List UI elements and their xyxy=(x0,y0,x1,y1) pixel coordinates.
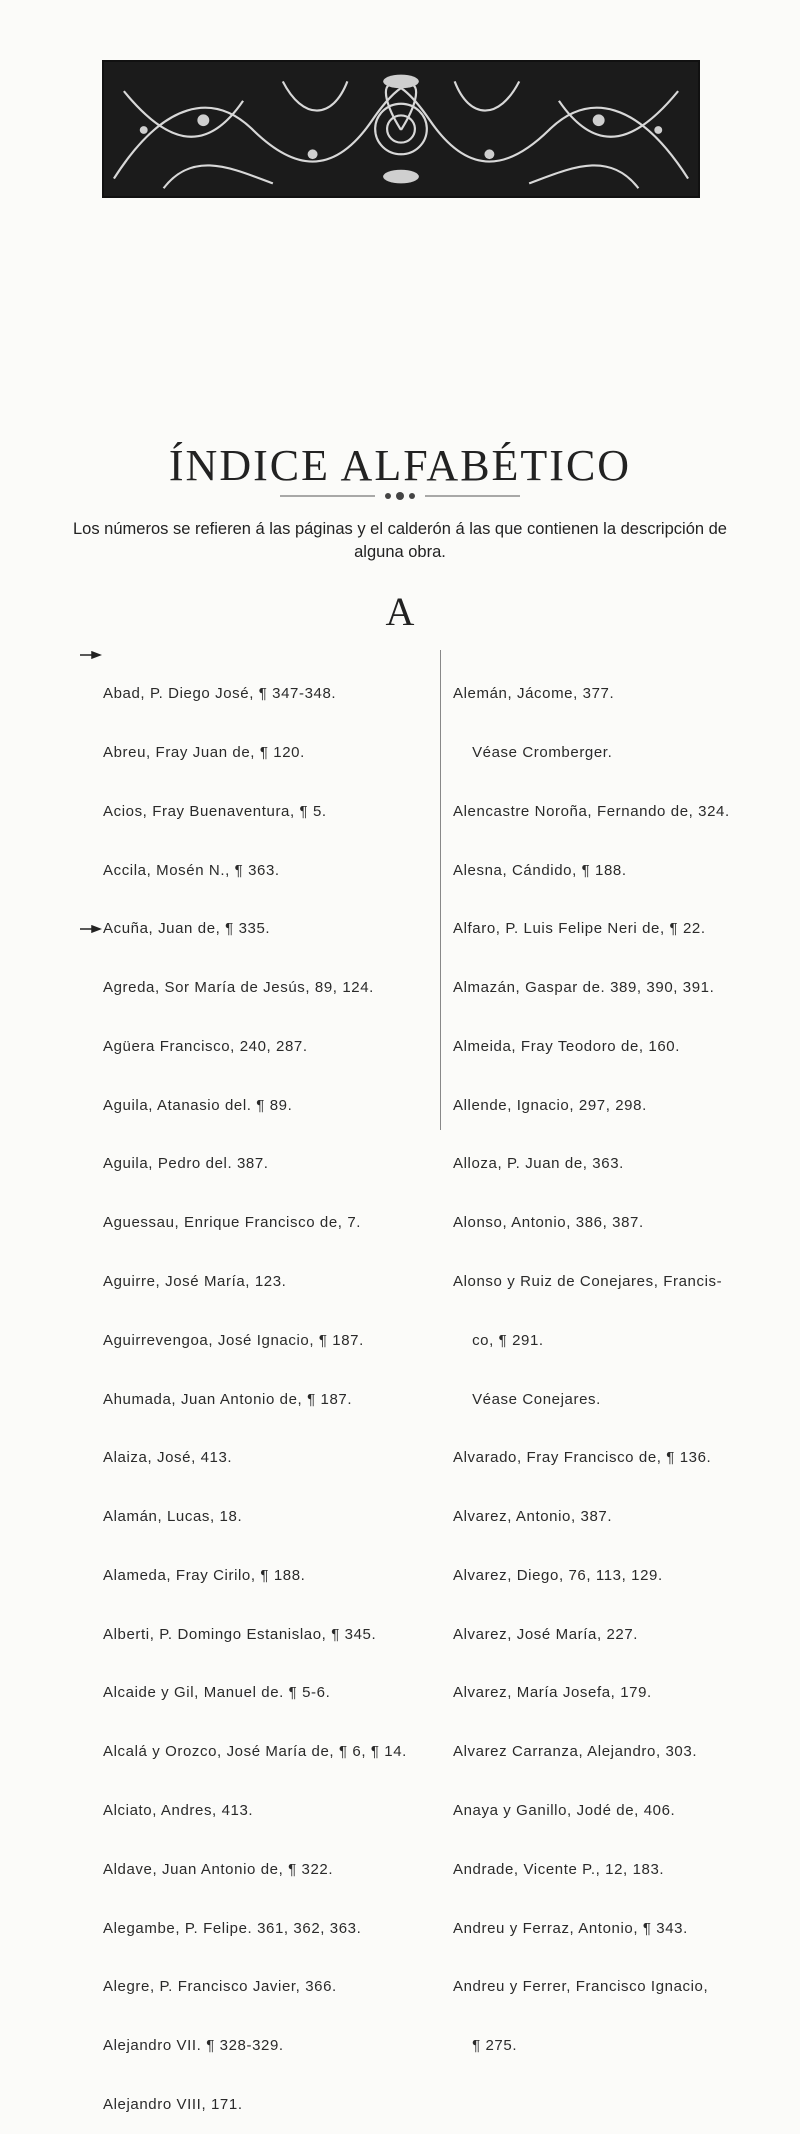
index-entry: Alvarado, Fray Francisco de, ¶ 136. xyxy=(453,1449,712,1467)
index-entry: Aldave, Juan Antonio de, ¶ 322. xyxy=(103,1860,334,1878)
index-entry: Acios, Fray Buenaventura, ¶ 5. xyxy=(103,802,327,820)
index-entry: Alejandro VIII, 171. xyxy=(103,2095,243,2113)
index-entry: Allende, Ignacio, 297, 298. xyxy=(453,1096,647,1114)
index-entry: Alegambe, P. Felipe. 361, 362, 363. xyxy=(103,1919,362,1937)
index-entry: co, ¶ 291. xyxy=(453,1331,544,1349)
column-divider xyxy=(440,650,441,1130)
section-letter: A xyxy=(385,589,415,634)
index-entry: Alencastre Noroña, Fernando de, 324. xyxy=(453,802,730,820)
index-entry: Alegre, P. Francisco Javier, 366. xyxy=(103,1978,337,1996)
index-entry: Aguirrevengoa, José Ignacio, ¶ 187. xyxy=(103,1331,364,1349)
index-entry: Aguessau, Enrique Francisco de, 7. xyxy=(103,1214,362,1232)
index-entry: Alaiza, José, 413. xyxy=(103,1449,233,1467)
index-entry: Véase Cromberger. xyxy=(453,743,613,761)
index-entry: Alberti, P. Domingo Estanislao, ¶ 345. xyxy=(103,1625,377,1643)
index-entry: Aguirre, José María, 123. xyxy=(103,1273,287,1290)
index-entry: Alonso y Ruiz de Conejares, Francis- xyxy=(453,1273,723,1290)
index-entry: Anaya y Ganillo, Jodé de, 406. xyxy=(453,1802,676,1820)
index-entry: Alamán, Lucas, 18. xyxy=(103,1508,243,1526)
index-entry: ¶ 275. xyxy=(453,2037,518,2055)
index-entry: Abreu, Fray Juan de, ¶ 120. xyxy=(103,743,305,761)
index-column-right xyxy=(453,645,788,2075)
index-entry: Alvarez, Diego, 76, 113, 129. xyxy=(453,1566,663,1584)
index-entry: Andrade, Vicente P., 12, 183. xyxy=(453,1860,665,1878)
index-entry: Alciato, Andres, 413. xyxy=(103,1802,254,1820)
index-note: Los números se refieren á las páginas y el calderón á las que contienen la descripción de alguna obra. xyxy=(73,520,727,561)
index-column-left xyxy=(103,645,433,2134)
index-entry: Alvarez Carranza, Alejandro, 303. xyxy=(453,1743,698,1761)
index-entry: Accila, Mosén N., ¶ 363. xyxy=(103,861,280,879)
index-entry: Agreda, Sor María de Jesús, 89, 124. xyxy=(103,979,374,997)
index-entry: Alcaide y Gil, Manuel de. ¶ 5-6. xyxy=(103,1684,331,1702)
index-entry: Alesna, Cándido, ¶ 188. xyxy=(453,861,627,879)
pointing-hand-icon xyxy=(80,925,102,933)
index-entry: Andreu y Ferraz, Antonio, ¶ 343. xyxy=(453,1919,688,1937)
index-entry: Almeida, Fray Teodoro de, 160. xyxy=(453,1037,681,1055)
index-entry: Alloza, P. Juan de, 363. xyxy=(453,1155,624,1173)
index-entry: Véase Conejares. xyxy=(453,1390,601,1408)
index-entry: Alfaro, P. Luis Felipe Neri de, ¶ 22. xyxy=(453,920,706,938)
index-entry: Alonso, Antonio, 386, 387. xyxy=(453,1214,644,1232)
index-entry: Ahumada, Juan Antonio de, ¶ 187. xyxy=(103,1390,353,1408)
index-entry: Abad, P. Diego José, ¶ 347-348. xyxy=(103,685,337,703)
page-title: ÍNDICE ALFABÉTICO xyxy=(168,441,632,490)
index-entry: Alameda, Fray Cirilo, ¶ 188. xyxy=(103,1566,306,1584)
index-entry: Aguila, Pedro del. 387. xyxy=(103,1155,269,1173)
index-entry: Alcalá y Orozco, José María de, ¶ 6, ¶ 14. xyxy=(103,1743,407,1761)
index-entry: Aguila, Atanasio del. ¶ 89. xyxy=(103,1096,293,1114)
index-entry: Andreu y Ferrer, Francisco Ignacio, xyxy=(453,1978,709,1996)
index-entry: Alemán, Jácome, 377. xyxy=(453,685,615,703)
index-entry: Agüera Francisco, 240, 287. xyxy=(103,1037,308,1055)
index-entry: Almazán, Gaspar de. 389, 390, 391. xyxy=(453,979,715,997)
index-entry: Alvarez, Antonio, 387. xyxy=(453,1508,613,1526)
index-entry: Alvarez, María Josefa, 179. xyxy=(453,1684,652,1702)
index-entry: Alvarez, José María, 227. xyxy=(453,1625,639,1643)
title-rule-ornament xyxy=(280,490,520,502)
pointing-hand-icon xyxy=(80,651,102,659)
index-entry: Acuña, Juan de, ¶ 335. xyxy=(103,920,271,938)
index-entry: Alejandro VII. ¶ 328-329. xyxy=(103,2037,284,2055)
ornamental-headpiece-icon xyxy=(104,62,698,196)
ornamental-headpiece xyxy=(102,60,700,198)
